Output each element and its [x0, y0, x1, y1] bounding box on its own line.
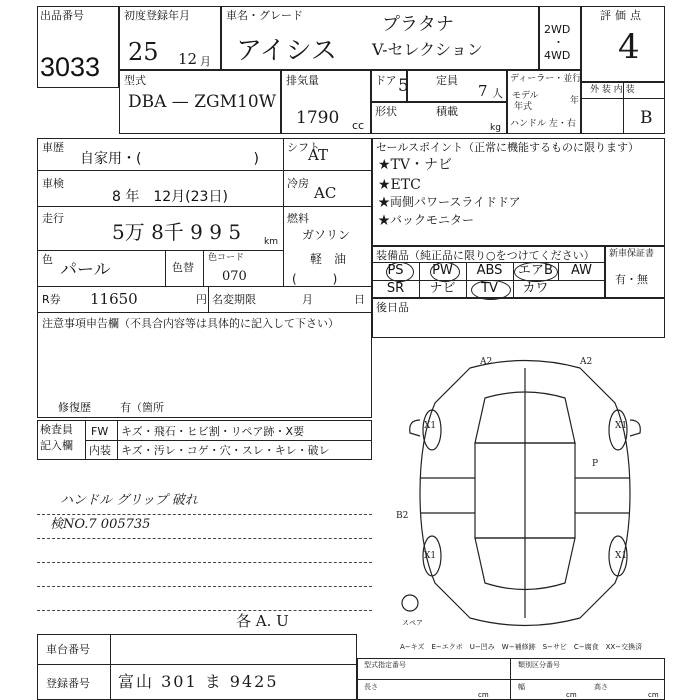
svg-text:P: P [592, 459, 599, 469]
color-change-label: 色替 [172, 261, 194, 274]
inspector-label2: 記入欄 [40, 439, 73, 452]
length-label: 長さ [364, 683, 378, 691]
first-reg-year: 25 [128, 38, 159, 66]
handwritten-note-2: 検NO.7 005735 [50, 517, 151, 532]
warranty-label: 新車保証書 [609, 249, 655, 259]
shift-label: シフト [287, 141, 320, 154]
plate-label: 登録番号 [46, 677, 90, 690]
later-items-label: 後日品 [376, 301, 409, 314]
width-cm: cm [566, 691, 577, 699]
col-line [208, 286, 209, 312]
first-reg-label: 初度登録年月 [124, 9, 190, 22]
svg-text:A2: A2 [480, 357, 493, 367]
score-label: 評価点 [600, 9, 645, 22]
col-line [203, 250, 204, 286]
name-change-day: 日 [354, 293, 365, 306]
fuel-diesel: 軽 油 [310, 252, 347, 266]
handwritten-note-3: 各 A. U [236, 612, 289, 630]
capacity-value: 7 [478, 82, 488, 100]
col-line [110, 634, 111, 700]
svg-text:X1: X1 [615, 551, 628, 561]
selling-point-4: ★バックモニター [378, 213, 475, 227]
damage-legend: A−キズ E−エクボ U−凹み W−補修跡 S−サビ C−腐食 XX−交換済 [400, 643, 643, 651]
equipment-label: 装備品（純正品に限り○をつけてください） [376, 249, 595, 262]
r-value: 11650 [90, 290, 138, 308]
doors-value: 5 [398, 76, 409, 96]
mileage-value: 5万 8千 9 9 5 [112, 220, 242, 244]
ac-label: 冷房 [287, 177, 309, 190]
repair-value: 有（箇所 [120, 401, 164, 414]
row-line [37, 586, 372, 587]
col-line [510, 658, 511, 700]
row-line [357, 679, 665, 680]
selling-point-1: ★TV・ナビ [378, 157, 452, 173]
r-label: R券 [42, 293, 61, 306]
fw-label: FW [91, 425, 109, 438]
first-reg-month-unit: 月 [200, 55, 211, 68]
inspection-value: 8 年 12月(23日) [112, 189, 228, 205]
color-value: パール [60, 260, 111, 280]
equip-pw: PW [432, 263, 453, 278]
fuel-label: 燃料 [287, 212, 309, 225]
car-name: アイシス [236, 36, 337, 66]
model-label: 型式 [124, 74, 146, 87]
shift-value: AT [308, 146, 329, 164]
selling-points-label: セールスポイント（正常に機能するものに限ります） [376, 141, 640, 154]
interior-grade: B [640, 108, 653, 128]
model-year-unit: 年 [570, 96, 580, 106]
name-change-month: 月 [302, 293, 313, 306]
equip-navi: ナビ [429, 281, 456, 296]
equip-abs: ABS [476, 263, 503, 278]
lot-number: 3033 [40, 52, 101, 82]
grade-top: プラタナ [382, 14, 454, 35]
name-change-label: 名変期限 [212, 293, 256, 306]
type-cert-label: 型式指定番号 [364, 661, 406, 669]
history-label: 車歴 [42, 141, 64, 154]
mileage-unit: km [264, 237, 278, 247]
r-yen: 円 [196, 293, 207, 306]
dealer-label: ディーラー・並行 [510, 74, 582, 84]
equip-tv: TV [481, 281, 498, 296]
fw-text: キズ・飛石・ヒビ割・リペア跡・X要 [121, 425, 305, 438]
drive-dot: ・ [553, 36, 564, 49]
row-line [85, 440, 372, 441]
class-label: 類別区分番号 [518, 661, 560, 669]
grade-bottom: V-セレクション [372, 40, 483, 59]
drive-2wd: 2WD [544, 23, 571, 36]
lot-label: 出品番号 [40, 9, 84, 22]
color-label: 色 [42, 253, 53, 266]
row-line [37, 610, 372, 611]
capacity-label: 定員 [436, 74, 458, 87]
equip-sr: SR [386, 281, 405, 296]
svg-text:X1: X1 [424, 551, 437, 561]
equip-ps: PS [387, 263, 404, 278]
col-line [165, 250, 166, 286]
model-value: DBA — ZGM10W [128, 92, 277, 112]
spare-label: スペア [402, 619, 423, 627]
row-line [37, 170, 372, 171]
row-line [37, 206, 372, 207]
car-diagram [380, 348, 670, 638]
row-line [37, 514, 372, 515]
row-line [37, 286, 372, 287]
handle-label: ハンドル 左・右 [510, 119, 576, 129]
length-cm: cm [478, 691, 489, 699]
selling-point-2: ★ETC [378, 177, 421, 193]
svg-text:X1: X1 [424, 421, 437, 431]
row-line [37, 250, 283, 251]
color-code-value: 070 [222, 269, 247, 284]
inspection-label: 車検 [42, 177, 64, 190]
height-label: 高さ [594, 683, 608, 691]
warranty-value: 有・無 [615, 273, 648, 286]
interior-text: キズ・汚レ・コゲ・穴・スレ・キレ・破レ [121, 444, 330, 457]
width-label: 幅 [518, 683, 525, 691]
col-line [283, 138, 284, 286]
score-value: 4 [618, 27, 640, 67]
fuel-gasoline: ガソリン [302, 228, 351, 242]
height-cm: cm [648, 691, 659, 699]
equip-aw: AW [570, 263, 593, 278]
ext-int-divider [623, 82, 624, 134]
svg-text:X1: X1 [615, 421, 628, 431]
equip-leather: カワ [522, 281, 549, 296]
svg-text:B2: B2 [396, 511, 409, 521]
inspector-label: 検査員 [40, 423, 73, 436]
later-items-box [372, 298, 665, 338]
plate-value: 富山 301 ま 9425 [118, 672, 279, 691]
drive-4wd: 4WD [544, 49, 571, 62]
selling-point-3: ★両側パワースライドドア [378, 195, 521, 209]
row-line [37, 538, 372, 539]
displacement-unit: cc [352, 119, 365, 132]
model-year-label: モデル [512, 91, 539, 101]
first-reg-month: 12 [178, 50, 198, 68]
color-code-label: 色コード [208, 253, 245, 263]
capacity-unit: 人 [492, 87, 503, 100]
chassis-label: 車台番号 [46, 643, 90, 656]
displacement-value: 1790 [296, 108, 340, 128]
load-label: 積載 [436, 105, 458, 118]
repair-label: 修復歴 [58, 401, 91, 414]
row-line [37, 312, 372, 313]
doors-label: ドア [375, 74, 397, 87]
ext-int-hline [581, 98, 665, 99]
circle-mark [386, 262, 414, 282]
history-value: 自家用・( ) [80, 151, 259, 167]
model-year-label2: 年式 [514, 102, 533, 112]
circle-mark [471, 280, 511, 300]
displacement-label: 排気量 [286, 74, 319, 87]
interior-label: 内装 [89, 444, 111, 457]
row-line [37, 562, 372, 563]
load-unit: kg [490, 123, 501, 133]
row-line [37, 664, 357, 665]
circle-mark [514, 262, 558, 282]
ac-value: AC [314, 184, 337, 202]
shape-label: 形状 [375, 105, 397, 118]
circle-mark [430, 262, 460, 282]
car-grade-label: 車名・グレード [226, 9, 303, 22]
equip-airbag: エアB [518, 263, 553, 278]
mileage-label: 走行 [42, 212, 64, 225]
handwritten-note-1: ハンドル グリップ 破れ [60, 493, 198, 508]
ext-int-label: 外 装 内 装 [590, 85, 635, 95]
spare-tire [402, 595, 418, 611]
fuel-other: ( ) [292, 272, 338, 286]
notice-label: 注意事項申告欄（不具合内容等は具体的に記入して下さい） [42, 317, 339, 330]
svg-text:A2: A2 [580, 357, 593, 367]
